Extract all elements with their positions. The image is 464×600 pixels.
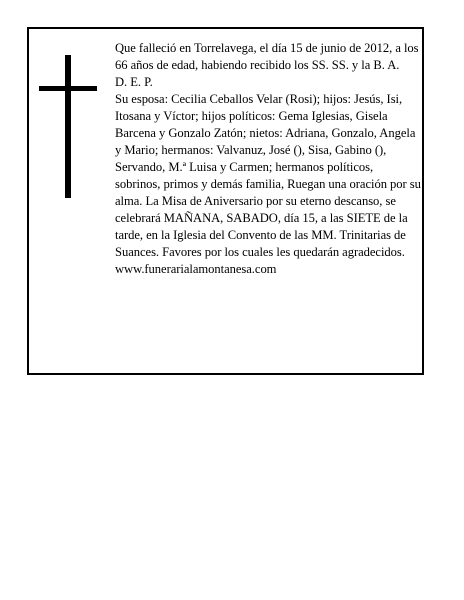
notice-body: Su esposa: Cecilia Ceballos Velar (Rosi); hijos: Jesús, Isi, Itosana y Víctor; hijos políticos: Gema Iglesias, Gisela Barcena y Gonzalo Zatón; nietos: Adriana, Gonzalo, Angela y Mario; hermanos: Valvanuz, José (), Sisa, Gabino (), Servando, M.ª Luisa y Carmen; hermanos políticos, sobrinos, primos y demás familia, Ruegan una oración por su alma. La Misa de Aniversario por su eterno descanso, se celebrará MAÑANA, SABADO, día 15, a las SIETE de la tarde, en la Iglesia del Convento de las MM. Trinitarias de Suances. Favores por los cuales les quedarán agradecidos. (115, 92, 421, 259)
notice-website: www.funerarialamontanesa.com (115, 262, 277, 276)
cross-vertical-bar (65, 55, 71, 198)
obituary-notice (27, 27, 424, 375)
notice-intro: Que falleció en Torrelavega, el día 15 de junio de 2012, a los 66 años de edad, habiendo recibido los SS. SS. y la B. A. (115, 41, 419, 72)
cross-icon (39, 55, 97, 198)
cross-horizontal-bar (39, 86, 97, 91)
notice-rip: D. E. P. (115, 75, 153, 89)
notice-text-block (115, 40, 421, 278)
